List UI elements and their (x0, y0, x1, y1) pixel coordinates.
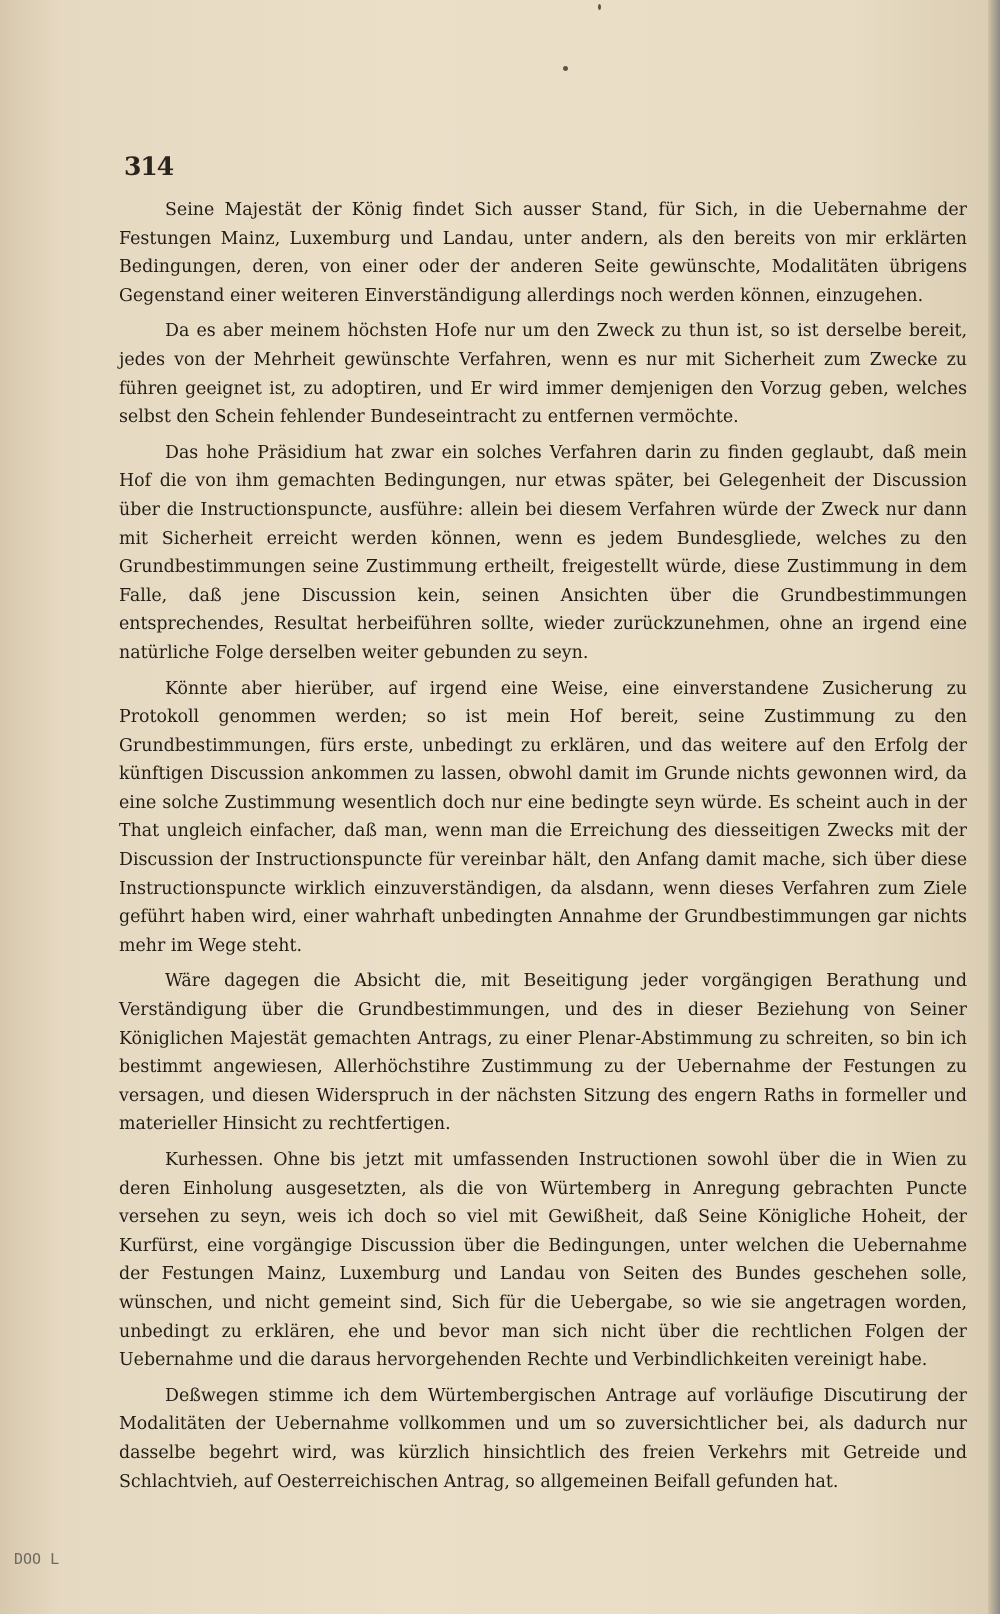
page-edge-shadow (988, 0, 1000, 1614)
paragraph: Kurhessen. Ohne bis jetzt mit umfassenden Instructionen sowohl über die in Wien zu deren Einholung ausgesetzten, als die von Würtemberg in Anregung gebrachten Puncte versehen zu seyn, weis ich doch so viel mit Gewißheit, daß Seine Königliche Hoheit, der Kurfürst, eine vorgängige Discussion über die Bedingungen, unter welchen die Uebernahme der Festungen Mainz, Luxemburg und Landau von Seiten des Bundes geschehen solle, wünschen, und nicht gemeint sind, Sich für die Uebergabe, so wie sie angetragen worden, unbedingt zu erklären, ehe und bevor man sich nicht über die rechtlichen Folgen der Uebernahme und die daraus hervorgehenden Rechte und Verbindlichkeiten vereinigt habe. (119, 1150, 967, 1371)
paragraph: Das hohe Präsidium hat zwar ein solches Verfahren darin zu finden geglaubt, daß mein Hof die von ihm gemachten Bedingungen, nur etwas später, bei Gelegenheit der Discussion über die Instructionspuncte, ausführe: allein bei diesem Verfahren würde der Zweck nur dann mit Sicherheit erreicht werden können, wenn es jedem Bundesgliede, welches zu den Grundbestimmungen seine Zustimmung ertheilt, freigestellt würde, diese Zustimmung in dem Falle, daß jene Discussion kein, seinen Ansichten über die Grundbestimmungen entsprechendes, Resultat herbeiführen sollte, wieder zurückzunehmen, ohne an irgend eine natürliche Folge derselben weiter gebunden zu seyn. (119, 442, 967, 663)
page-number: 314 (124, 152, 174, 181)
paragraph: Da es aber meinem höchsten Hofe nur um den Zweck zu thun ist, so ist derselbe bereit, jedes von der Mehrheit gewünschte Verfahren, wenn es nur mit Sicherheit zum Zwecke zu führen geeignet ist, zu adoptiren, und Er wird immer demjenigen den Vorzug geben, welches selbst den Schein fehlender Bundeseintracht zu entfernen vermöchte. (119, 321, 967, 428)
body-text (119, 196, 967, 1503)
paragraph: Seine Majestät der König findet Sich ausser Stand, für Sich, in die Uebernahme der Festungen Mainz, Luxemburg und Landau, unter andern, als den bereits von mir erklärten Bedingungen, deren, von einer oder der anderen Seite gewünschte, Modalitäten übrigens Gegenstand einer weiteren Einverständigung allerdings noch werden können, einzugehen. (119, 200, 967, 306)
ink-speck (563, 66, 568, 71)
ink-speck (598, 4, 601, 10)
margin-mark: DOO L (14, 1550, 60, 1568)
paragraph: Deßwegen stimme ich dem Würtembergischen Antrage auf vorläufige Discutirung der Modalitäten der Uebernahme vollkommen und um so zuversichtlicher bei, als dadurch nur dasselbe begehrt wird, was kürzlich hinsichtlich des freien Verkehrs mit Getreide und Schlachtvieh, auf Oesterreichischen Antrag, so allgemeinen Beifall gefunden hat. (119, 1385, 967, 1492)
paragraph: Wäre dagegen die Absicht die, mit Beseitigung jeder vorgängigen Berathung und Verständigung über die Grundbestimmungen, und des in dieser Beziehung von Seiner Königlichen Majestät gemachten Antrags, zu einer Plenar-Abstimmung zu schreiten, so bin ich bestimmt angewiesen, Allerhöchstihre Zustimmung zu der Uebernahme der Festungen zu versagen, und diesen Widerspruch in der nächsten Sitzung des engern Raths in formeller und materieller Hinsicht zu rechtfertigen. (119, 971, 967, 1135)
paragraph: Könnte aber hierüber, auf irgend eine Weise, eine einverstandene Zusicherung zu Protokoll genommen werden; so ist mein Hof bereit, seine Zustimmung zu den Grundbestimmungen, fürs erste, unbedingt zu erklären, und das weitere auf den Erfolg der künftigen Discussion ankommen zu lassen, obwohl damit im Grunde nichts gewonnen wird, da eine solche Zustimmung wesentlich doch nur eine bedingte seyn würde. Es scheint auch in der That ungleich einfacher, daß man, wenn man die Erreichung des diesseitigen Zwecks mit der Discussion der Instructionspuncte für vereinbar hält, den Anfang damit mache, sich über diese Instructionspuncte wirklich einzuverständigen, da alsdann, wenn dieses Verfahren zum Ziele geführt haben wird, einer wahrhaft unbedingten Annahme der Grundbestimmungen gar nichts mehr im Wege steht. (119, 678, 967, 956)
